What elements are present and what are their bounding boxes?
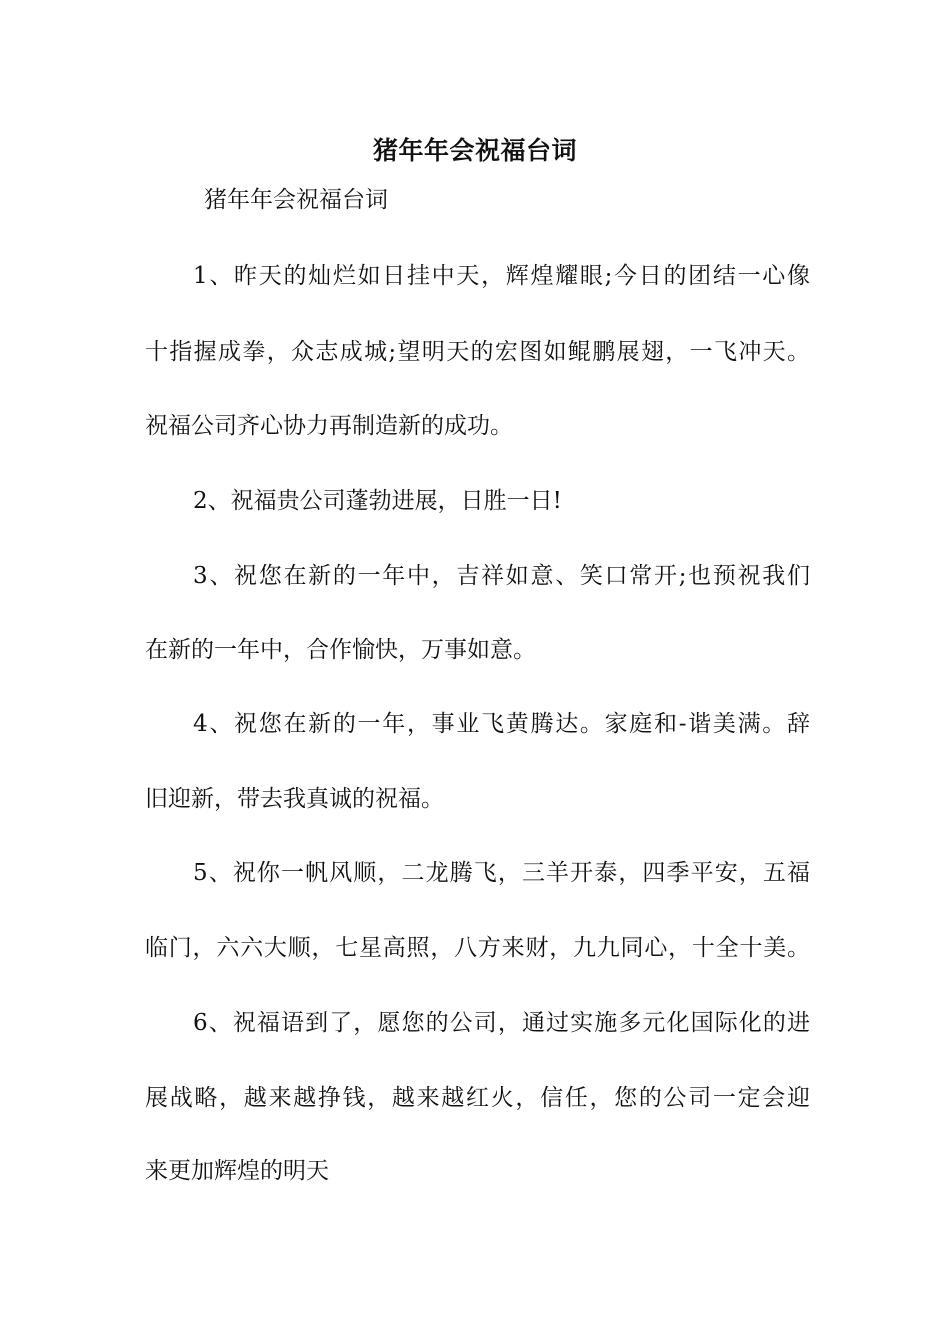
paragraph-4-line-2: 旧迎新，带去我真诚的祝福。	[145, 786, 444, 812]
paragraph-4-line-1: 4、祝您在新的一年，事业飞黄腾达。家庭和-谐美满。辞	[193, 711, 810, 737]
paragraph-6-line-2: 展战略，越来越挣钱，越来越红火，信任，您的公司一定会迎	[145, 1085, 810, 1111]
paragraph-1-line-2: 十指握成拳，众志成城;望明天的宏图如鲲鹏展翅，一飞冲天。	[145, 339, 810, 365]
document-subtitle: 猪年年会祝福台词	[204, 187, 388, 213]
paragraph-1-line-3: 祝福公司齐心协力再制造新的成功。	[145, 413, 513, 439]
paragraph-3-line-1: 3、祝您在新的一年中，吉祥如意、笑口常开;也预祝我们	[193, 563, 810, 589]
paragraph-1-line-1: 1、昨天的灿烂如日挂中天，辉煌耀眼;今日的团结一心像	[193, 263, 810, 289]
paragraph-2-line-1: 2、祝福贵公司蓬勃进展，日胜一日!	[193, 488, 562, 514]
paragraph-6-line-1: 6、祝福语到了，愿您的公司，通过实施多元化国际化的进	[193, 1010, 810, 1036]
paragraph-3-line-2: 在新的一年中，合作愉快，万事如意。	[145, 637, 536, 663]
paragraph-6-line-3: 来更加辉煌的明天	[145, 1158, 329, 1184]
paragraph-5-line-1: 5、祝你一帆风顺，二龙腾飞，三羊开泰，四季平安，五福	[193, 860, 810, 886]
document-title: 猪年年会祝福台词	[372, 136, 577, 165]
paragraph-5-line-2: 临门，六六大顺，七星高照，八方来财，九九同心，十全十美。	[145, 935, 810, 961]
